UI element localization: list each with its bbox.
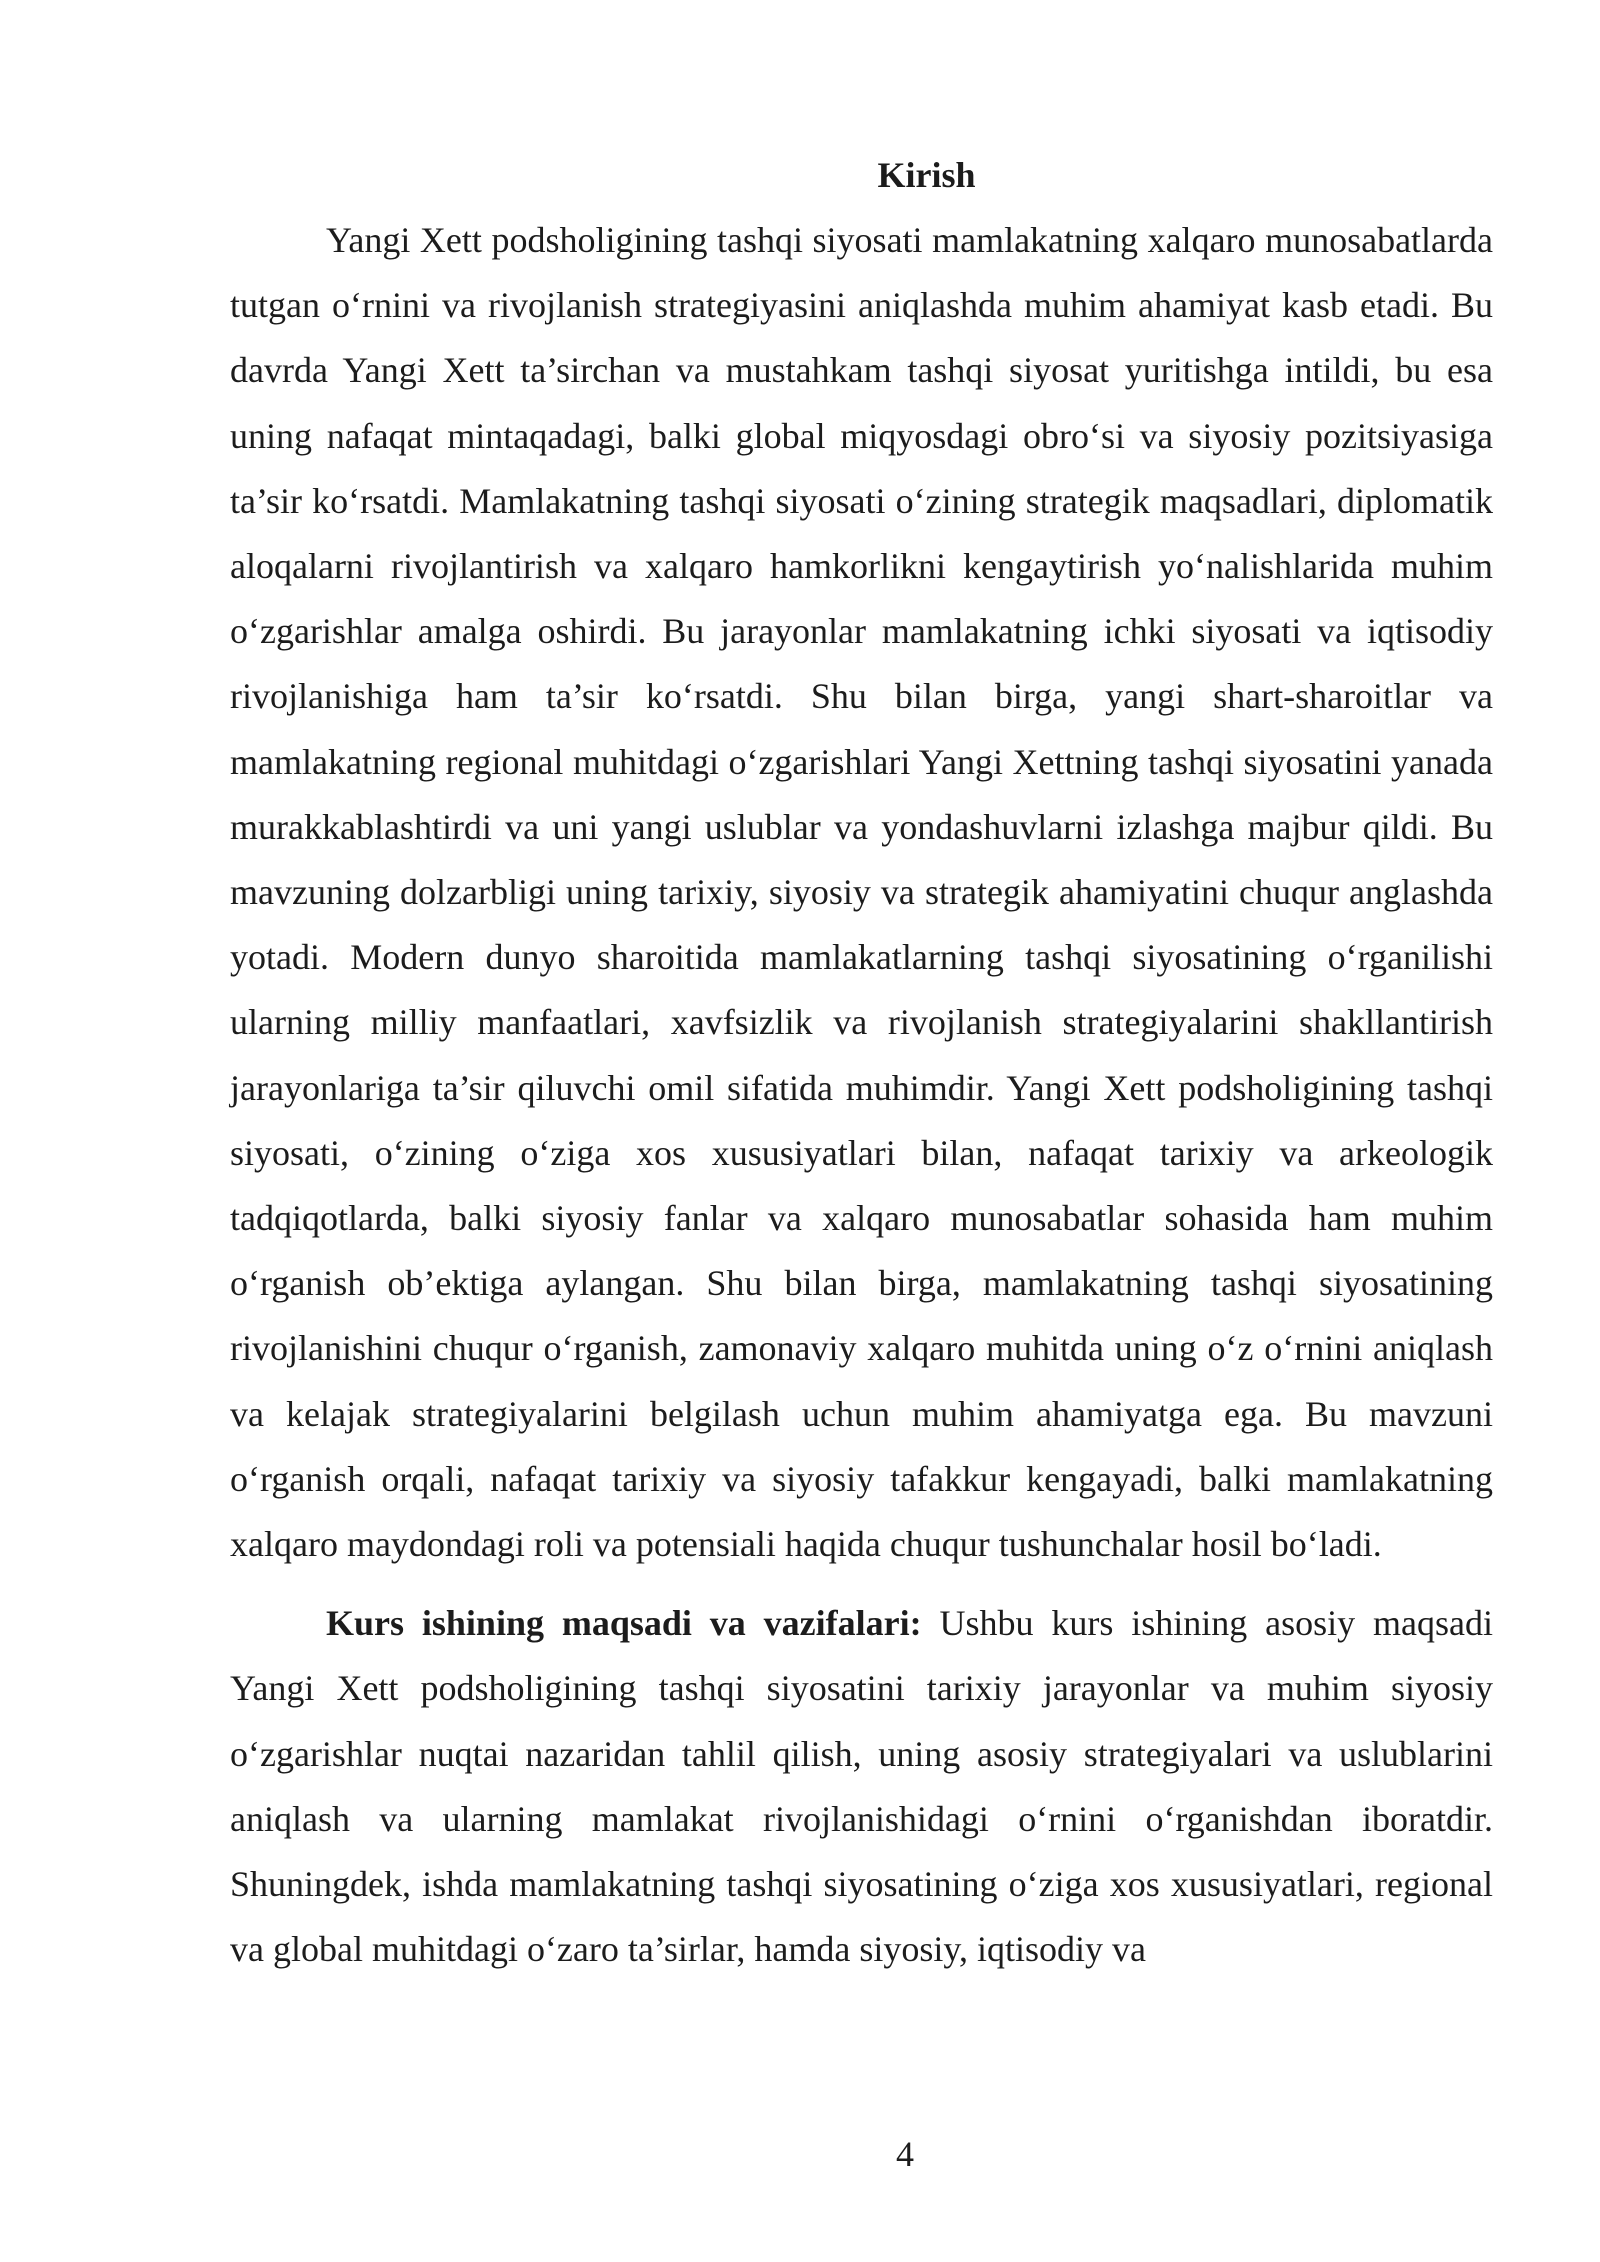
goals-paragraph [230, 1591, 1493, 1982]
page-content [230, 146, 1493, 1982]
page-number: 4 [896, 2134, 914, 2174]
paragraph-text: Yangi Xett podsholigining tashqi siyosati mamlakatning xalqaro munosabatlarda tutgan o‘rnini va rivojlanish strategiyasini aniqlashda muhim ahamiyat kasb etadi. Bu davrda Yangi Xett ta’sirchan va mustahkam tashqi siyosat yuritishga intildi, bu esa uning nafaqat mintaqadagi, balki global miqyosdagi obro‘si va siyosiy pozitsiyasiga ta’sir ko‘rsatdi. Mamlakatning tashqi siyosati o‘zining strategik maqsadlari, diplomatik aloqalarni rivojlantirish va xalqaro hamkorlikni kengaytirish yo‘nalishlarida muhim o‘zgarishlar amalga oshirdi. Bu jarayonlar mamlakatning ichki siyosati va iqtisodiy rivojlanishiga ham ta’sir ko‘rsatdi. Shu bilan birga, yangi shart-sharoitlar va mamlakatning regional muhitdagi o‘zgarishlari Yangi Xettning tashqi siyosatini yanada murakkablashtirdi va uni yangi uslublar va yondashuvlarni izlashga majbur qildi. Bu mavzuning dolzarbligi uning tarixiy, siyosiy va strategik ahamiyatini chuqur anglashda yotadi. Modern dunyo sharoitida mamlakatlarning tashqi siyosatining o‘rganilishi ularning milliy manfaatlari, xavfsizlik va rivojlanish strategiyalarini shakllantirish jarayonlariga ta’sir qiluvchi omil sifatida muhimdir. Yangi Xett podsholigining tashqi siyosati, o‘zining o‘ziga xos xususiyatlari bilan, nafaqat tarixiy va arkeologik tadqiqotlarda, balki siyosiy fanlar va xalqaro munosabatlar sohasida ham muhim o‘rganish ob’ektiga aylangan. Shu bilan birga, mamlakatning tashqi siyosatining rivojlanishini chuqur o‘rganish, zamonaviy xalqaro muhitda uning o‘z o‘rnini aniqlash va kelajak strategiyalarini belgilash uchun muhim ahamiyatga ega. Bu mavzuni o‘rganish orqali, nafaqat tarixiy va siyosiy tafakkur kengayadi, balki mamlakatning xalqaro maydondagi roli va potensiali haqida chuqur tushunchalar hosil bo‘ladi. [230, 220, 1493, 1565]
section-heading: Kirish [877, 155, 976, 195]
intro-paragraph [230, 208, 1493, 1577]
paragraph-lead: Kurs ishining maqsadi va vazifalari: [326, 1603, 922, 1644]
paragraph-text: Ushbu kurs ishining asosiy maqsadi Yangi Xett podsholigining tashqi siyosatini tarixiy jarayonlar va muhim siyosiy o‘zgarishlar nuqtai nazaridan tahlil qilish, uning asosiy strategiyalari va uslublarini aniqlash va ularning mamlakat rivojlanishidagi o‘rnini o‘rganishdan iboratdir. Shuningdek, ishda mamlakatning tashqi siyosatining o‘ziga xos xususiyatlari, regional va global muhitdagi o‘zaro ta’sirlar, hamda siyosiy, iqtisodiy va [230, 1603, 1494, 1970]
